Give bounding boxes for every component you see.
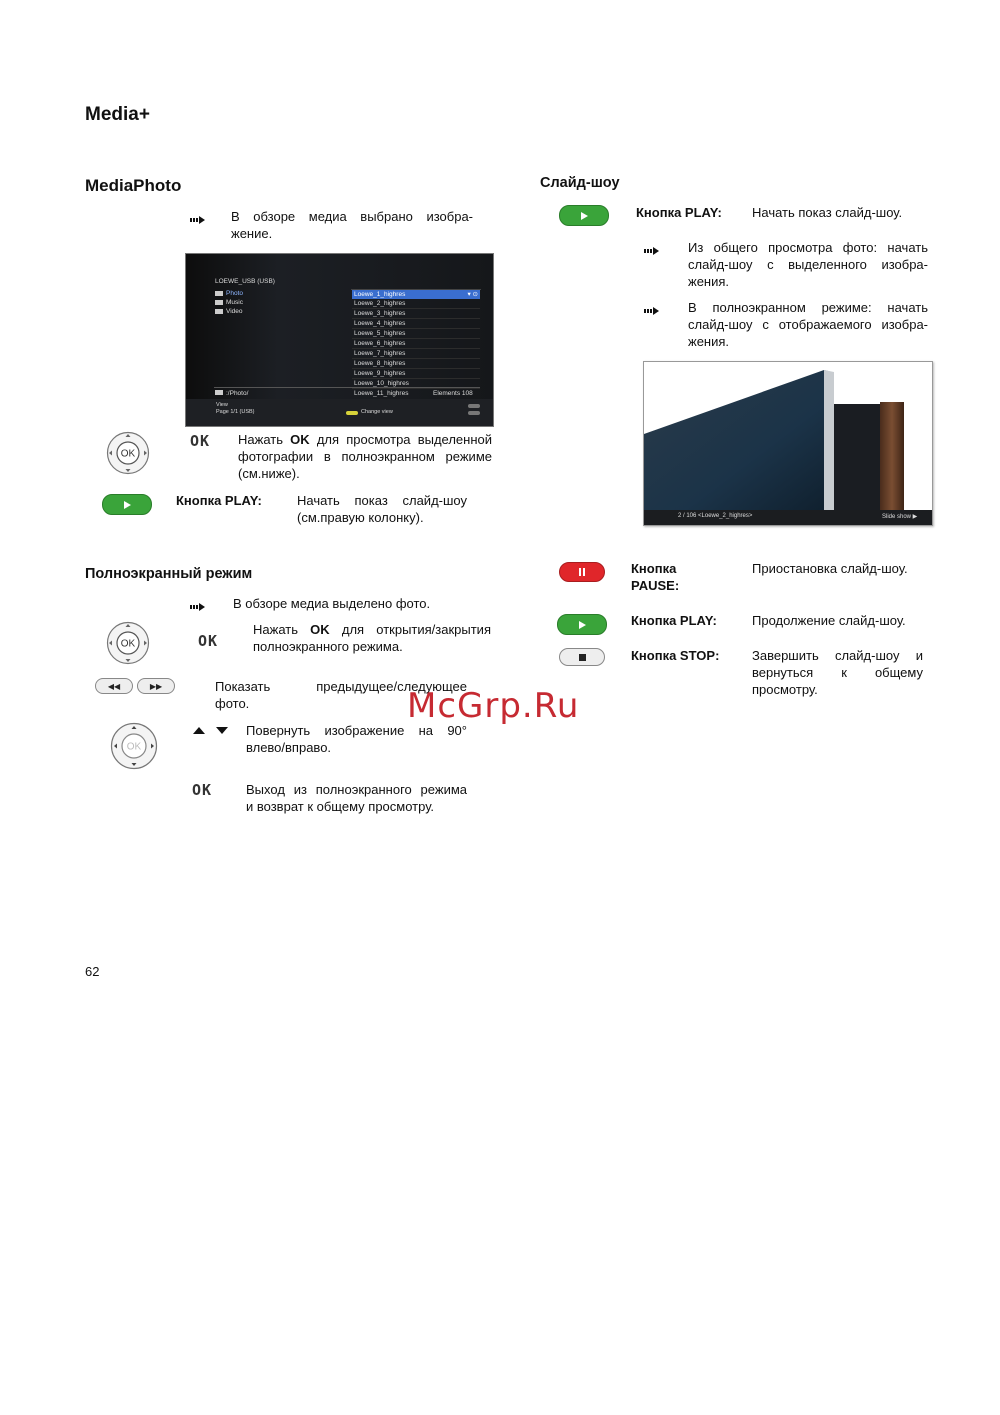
- file-item: Loewe_3_highres: [352, 309, 480, 319]
- file-item: Loewe_6_highres: [352, 339, 480, 349]
- pause-button-icon: [559, 562, 605, 582]
- fullscreen-ok-text-2: полноэкранного режима.: [253, 639, 403, 654]
- mediaphoto-intro: В обзоре медиа выбрано изобра-: [231, 209, 473, 224]
- slideshow-bullet2-line1: В полноэкранном режиме: начать: [688, 300, 928, 315]
- section-title-slideshow: Слайд-шоу: [540, 175, 620, 191]
- file-item: Loewe_7_highres: [352, 349, 480, 359]
- slideshow-stop-text-2: вернуться к общему: [752, 665, 923, 680]
- change-view-hint: Change view: [361, 409, 393, 415]
- mediaphoto-ok-text-2: фотографии в полноэкранном режиме: [238, 449, 492, 464]
- slideshow-bullet1-line1: Из общего просмотра фото: начать: [688, 240, 928, 255]
- mediaphoto-ok-text-1: Нажать OK для просмотра выделенной: [238, 432, 492, 447]
- slideshow-play-text: Начать показ слайд-шоу.: [752, 205, 903, 220]
- file-item: Loewe_8_highres: [352, 359, 480, 369]
- bullet-arrow-icon: [190, 602, 206, 612]
- slideshow-bullet1-line2: слайд-шоу с выделенного изобра-: [688, 257, 928, 272]
- file-item: Loewe_11_highres: [354, 390, 409, 397]
- elements-count: Elements 108: [433, 390, 473, 397]
- file-item: Loewe_2_highres: [352, 299, 480, 309]
- key-icon: [468, 404, 480, 408]
- page-number: 62: [85, 964, 100, 979]
- section-title-fullscreen: Полноэкранный режим: [85, 566, 253, 582]
- file-item: Loewe_5_highres: [352, 329, 480, 339]
- page-header: Media+: [85, 104, 150, 125]
- bullet-arrow-icon: [190, 215, 206, 225]
- file-item: Loewe_10_highres: [352, 379, 480, 389]
- play-key-label: Кнопка PLAY:: [636, 205, 722, 220]
- file-list: [352, 290, 480, 398]
- up-down-arrows-icon: [192, 726, 230, 735]
- fast-forward-button-icon: ▶▶: [137, 678, 175, 694]
- fullscreen-intro: В обзоре медиа выделено фото.: [233, 596, 431, 611]
- play-button-icon: [557, 614, 607, 635]
- mediaphoto-play-text-2: (см.правую колонку).: [297, 510, 424, 525]
- svg-text:OK: OK: [120, 448, 136, 460]
- fullscreen-exit-text-1: Выход из полноэкранного режима: [246, 782, 467, 797]
- page-hint: Page 1/1 (USB): [216, 409, 255, 415]
- fullscreen-ok-text-1: Нажать OK для открытия/закрытия: [253, 622, 491, 637]
- watermark: McGrp.Ru: [407, 686, 580, 726]
- fullscreen-exit-text-2: и возврат к общему просмотру.: [246, 799, 435, 814]
- folder-item-video: Video: [215, 307, 243, 316]
- slideshow-mode-label: Slide show ▶: [882, 514, 918, 520]
- folder-item-music: Music: [215, 298, 243, 307]
- svg-text:OK: OK: [126, 741, 142, 753]
- yellow-key-icon: [346, 411, 358, 415]
- fullscreen-nav-text-2: фото.: [215, 696, 250, 711]
- mediaphoto-ok-text-3: (см.ниже).: [238, 466, 300, 481]
- device-label: LOEWE_USB (USB): [215, 278, 275, 285]
- path-label: :/Photo/: [215, 389, 248, 398]
- file-item: Loewe_4_highres: [352, 319, 480, 329]
- section-title-mediaphoto: MediaPhoto: [85, 176, 182, 195]
- bullet-arrow-icon: [644, 306, 660, 316]
- mediaphoto-play-text-1: Начать показ слайд-шоу: [297, 493, 467, 508]
- svg-text:OK: OK: [120, 638, 136, 650]
- folder-list: [215, 289, 243, 316]
- ok-key-label: OK: [192, 781, 213, 799]
- stop-button-icon: [559, 648, 605, 666]
- tv-photo-image: [644, 362, 932, 525]
- folder-item-photo: Photo: [215, 289, 243, 298]
- ok-key-label: OK: [190, 432, 211, 450]
- ok-key-label: OK: [198, 632, 219, 650]
- mediaphoto-intro-2: жение.: [231, 226, 273, 241]
- file-item: Loewe_9_highres: [352, 369, 480, 379]
- fullscreen-nav-text-1: Показать предыдущее/следующее: [215, 679, 467, 694]
- view-hint: View: [216, 402, 228, 408]
- play-key-label: Кнопка PLAY:: [176, 493, 262, 508]
- remote-dpad-icon: [110, 722, 158, 770]
- media-browser-screenshot: [185, 253, 494, 427]
- slideshow-bullet2-line3: жения.: [688, 334, 730, 349]
- remote-ok-dpad-icon: [106, 431, 150, 475]
- slideshow-screenshot: [643, 361, 933, 526]
- play-button-icon: [559, 205, 609, 226]
- pause-key-label-2: PAUSE:: [631, 578, 680, 593]
- slideshow-play2-text: Продолжение слайд-шоу.: [752, 613, 906, 628]
- pause-key-label-1: Кнопка: [631, 561, 677, 576]
- slideshow-pause-text: Приостановка слайд-шоу.: [752, 561, 908, 576]
- fullscreen-rotate-text-2: влево/вправо.: [246, 740, 332, 755]
- slideshow-stop-text-1: Завершить слайд-шоу и: [752, 648, 923, 663]
- play-button-icon: [102, 494, 152, 515]
- fullscreen-rotate-text-1: Повернуть изображение на 90°: [246, 723, 467, 738]
- slideshow-bullet2-line2: слайд-шоу с отображаемого изобра-: [688, 317, 928, 332]
- rewind-button-icon: ◀◀: [95, 678, 133, 694]
- play-key-label: Кнопка PLAY:: [631, 613, 717, 628]
- key-icon: [468, 411, 480, 415]
- bullet-arrow-icon: [644, 246, 660, 256]
- stop-key-label: Кнопка STOP:: [631, 648, 720, 663]
- slideshow-stop-text-3: просмотру.: [752, 682, 818, 697]
- slideshow-counter: 2 / 106 <Loewe_2_highres>: [678, 513, 753, 519]
- file-item-selected: Loewe_1_highres ▾ ⊙: [354, 291, 478, 298]
- remote-ok-dpad-icon: [106, 621, 150, 665]
- slideshow-bullet1-line3: жения.: [688, 274, 730, 289]
